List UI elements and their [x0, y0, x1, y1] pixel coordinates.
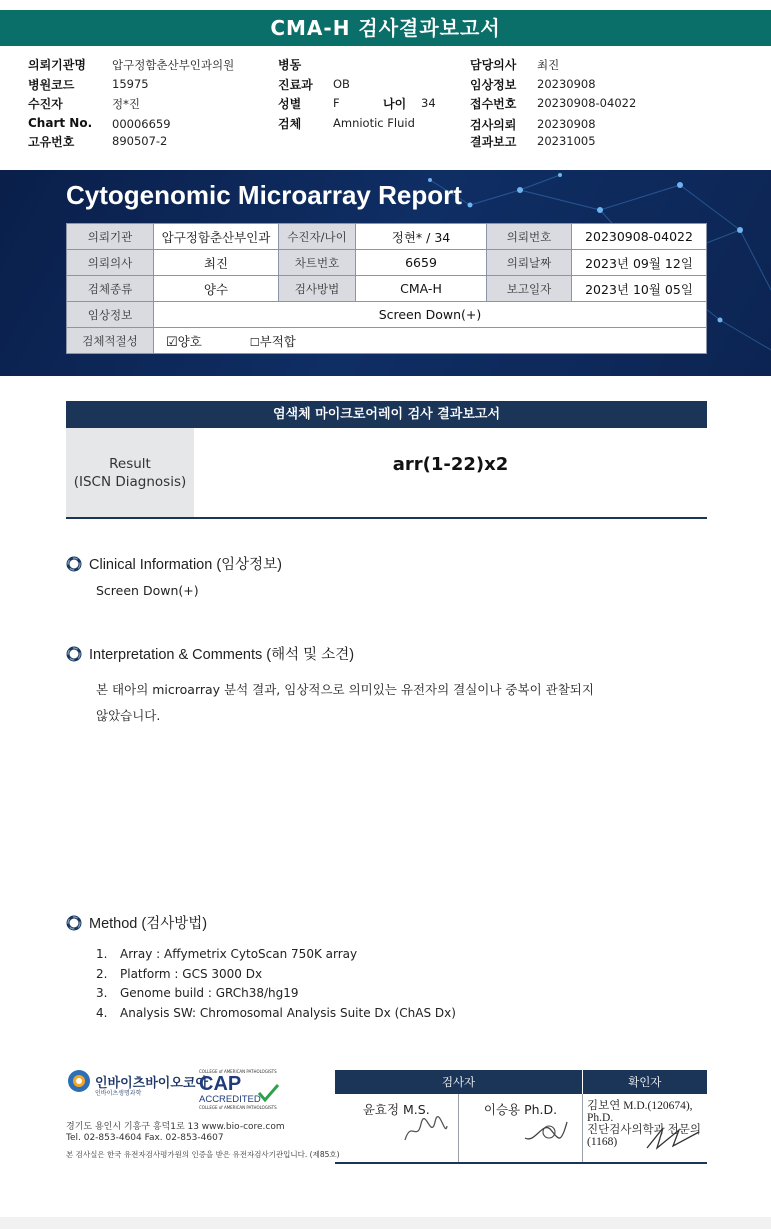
report-title: CMA-H 검사결과보고서 [0, 10, 771, 46]
table-row [67, 250, 707, 276]
cap-main-text: CAP [199, 1073, 242, 1095]
table-cell: 압구정함춘산부인과 [154, 224, 279, 250]
interpretation-line: 않았습니다. [96, 708, 161, 723]
table-cell: 최진 [154, 250, 279, 276]
table-cell: 정현* / 34 [356, 224, 487, 250]
hosp-code-value: 15975 [112, 77, 149, 91]
confirmer-line1: 김보연 M.D.(120674), Ph.D. [587, 1100, 693, 1124]
method-list [96, 945, 456, 1023]
table-cell: 보고일자 [487, 276, 572, 302]
method-title: Method (검사방법) [89, 916, 208, 932]
table-cell: 2023년 09월 12일 [572, 250, 707, 276]
ward-label: 병동 [278, 58, 302, 72]
list-item [96, 984, 456, 1004]
table-row [67, 276, 707, 302]
request-value: 20230908 [537, 117, 596, 131]
specimen-value: Amniotic Fluid [333, 116, 415, 130]
item-number: 3. [96, 986, 108, 1000]
specimen-label: 검체 [278, 117, 302, 131]
report-date-label: 결과보고 [470, 135, 517, 149]
item-number: 1. [96, 947, 108, 961]
dept-value: OB [333, 77, 350, 91]
receipt-label: 접수번호 [470, 97, 517, 111]
company-sub-name: 인바이츠생명과학 [95, 1090, 142, 1097]
chart-label: Chart No. [28, 116, 93, 130]
item-text: Array : Affymetrix CytoScan 750K array [120, 947, 358, 961]
cap-bottom-text: COLLEGE of AMERICAN PATHOLOGISTS [199, 1105, 277, 1110]
table-cell: 임상정보 [67, 302, 154, 328]
item-number: 4. [96, 1005, 108, 1020]
hospital-value: 압구정함춘산부인과의원 [112, 58, 235, 72]
age-label: 나이 [383, 97, 407, 111]
chart-value: 00006659 [112, 117, 171, 131]
request-label: 검사의뢰 [470, 118, 517, 132]
list-item [96, 965, 456, 985]
adequacy-good-label: 양호 [177, 333, 202, 349]
clinical-label: 임상정보 [470, 78, 517, 92]
result-label-line2: (ISCN Diagnosis) [73, 473, 187, 490]
ring-bullet-icon [66, 915, 82, 931]
divider [66, 517, 707, 519]
confirmer-cell [583, 1094, 707, 1163]
patient-label: 수진자 [28, 97, 63, 111]
company-tel: Tel. 02-853-4604 Fax. 02-853-4607 [66, 1133, 224, 1143]
doctor-label: 담당의사 [470, 58, 517, 72]
page-bottom-strip [0, 1217, 771, 1229]
list-item [96, 1004, 456, 1024]
doctor-value: 최진 [537, 58, 560, 72]
table-cell: 양수 [154, 276, 279, 302]
dept-label: 진료과 [278, 78, 313, 92]
sex-label: 성별 [278, 97, 302, 111]
unchecked-box-icon[interactable]: ☐ [249, 335, 260, 349]
accreditation-notice: 본 검사실은 한국 유전자검사평가원의 인증을 받은 유전자검사기관입니다. (제85호) [66, 1150, 340, 1159]
confirmer-header: 확인자 [583, 1070, 707, 1094]
table-cell: 검사방법 [279, 276, 356, 302]
tester-header: 검사자 [335, 1070, 583, 1094]
signature-icon [521, 1114, 571, 1146]
company-logo-icon [66, 1068, 92, 1094]
item-number: 2. [96, 966, 108, 981]
result-value: arr(1-22)x2 [392, 454, 509, 475]
table-cell: 수진자/나이 [279, 224, 356, 250]
checked-box-icon[interactable]: ☑ [166, 334, 178, 350]
sex-value: F [333, 96, 340, 110]
table-cell: Screen Down(+) [154, 302, 707, 328]
interpretation-line: 본 태아의 microarray 분석 결과, 임상적으로 의미있는 유전자의 결실이나 중복이 관찰되지 [96, 682, 594, 697]
tester2-cell [459, 1094, 583, 1163]
table-cell: CMA-H [356, 276, 487, 302]
tester1-cell [335, 1094, 459, 1163]
table-cell: 20230908-04022 [572, 224, 707, 250]
adequacy-bad-label: 부적합 [259, 333, 296, 349]
company-name: 인바이츠바이오코아 [95, 1076, 209, 1091]
item-text: Platform : GCS 3000 Dx [120, 966, 263, 981]
table-cell: 의뢰기관 [67, 224, 154, 250]
cap-top-text: COLLEGE of AMERICAN PATHOLOGISTS [199, 1069, 277, 1074]
table-cell: 차트번호 [279, 250, 356, 276]
signature-icon [401, 1112, 451, 1146]
item-text: Analysis SW: Chromosomal Analysis Suite Dx (ChAS Dx) [120, 1005, 456, 1020]
clinical-info-title: Clinical Information (임상정보) [89, 557, 283, 573]
uid-value: 890507-2 [112, 134, 168, 148]
table-cell: 검체적절성 [67, 328, 154, 354]
hospital-label: 의뢰기관명 [28, 58, 86, 72]
clinical-value: 20230908 [537, 77, 596, 91]
table-row [67, 328, 707, 354]
checkmark-icon [257, 1083, 279, 1103]
result-label-line1: Result [109, 455, 151, 472]
table-cell: 2023년 10월 05일 [572, 276, 707, 302]
table-row [67, 224, 707, 250]
cap-accredited-text: ACCREDITED [199, 1094, 261, 1105]
item-text: Genome build : GRCh38/hg19 [120, 986, 299, 1000]
age-value: 34 [421, 96, 436, 110]
tester1-name: 윤효정 M.S. [362, 1102, 430, 1117]
receipt-value: 20230908-04022 [537, 96, 637, 110]
table-cell: 의뢰번호 [487, 224, 572, 250]
signature-icon [643, 1122, 703, 1152]
cap-accredited-logo [199, 1069, 281, 1113]
table-cell: 의뢰날짜 [487, 250, 572, 276]
table-cell: 의뢰의사 [67, 250, 154, 276]
result-label [66, 428, 194, 517]
clinical-info-header [66, 553, 282, 574]
interpretation-body [96, 677, 594, 729]
table-cell: 검체종류 [67, 276, 154, 302]
patient-value: 정*진 [112, 97, 140, 111]
signature-table [334, 1070, 707, 1164]
table-row [67, 302, 707, 328]
confirmer-line2: 진단검사의학과 전문의(1168) [587, 1124, 701, 1148]
banner-title: Cytogenomic Microarray Report [66, 180, 462, 210]
interpretation-title: Interpretation & Comments (해석 및 소견) [89, 647, 355, 663]
hosp-code-label: 병원코드 [28, 78, 75, 92]
report-date-value: 20231005 [537, 134, 596, 148]
tester2-name: 이승용 Ph.D. [483, 1102, 558, 1117]
interpretation-header [66, 643, 354, 664]
table-cell: 6659 [356, 250, 487, 276]
uid-label: 고유번호 [28, 135, 75, 149]
method-header [66, 912, 207, 933]
company-address: 경기도 용인시 기흥구 흥덕1로 13 www.bio-core.com [66, 1122, 285, 1132]
ring-bullet-icon [66, 646, 82, 662]
list-item [96, 945, 456, 965]
clinical-info-body: Screen Down(+) [96, 583, 199, 598]
adequacy-cell [154, 328, 707, 354]
request-info-table [66, 223, 707, 354]
ring-bullet-icon [66, 556, 82, 572]
report-section-header: 염색체 마이크로어레이 검사 결과보고서 [66, 401, 707, 428]
